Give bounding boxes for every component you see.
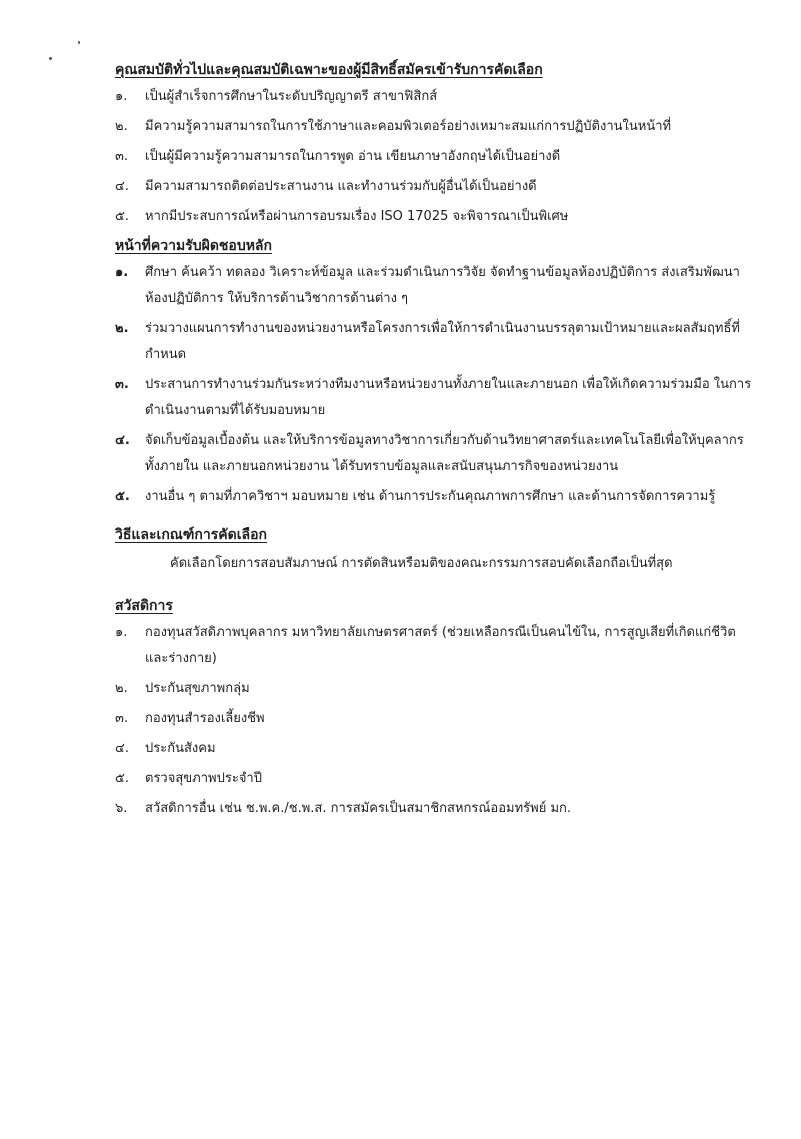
item-number: ๕.	[115, 771, 129, 786]
duties-heading: หน้าที่ความรับผิดชอบหลัก	[115, 238, 272, 254]
item-number: ๔.	[115, 433, 130, 448]
item-text: เป็นผู้มีความรู้ความสามารถในการพูด อ่าน เขียนภาษาอังกฤษได้เป็นอย่างดี	[145, 149, 561, 164]
list-item	[115, 372, 755, 424]
item-text: งานอื่น ๆ ตามที่ภาควิชาฯ มอบหมาย เช่น ด้านการประกันคุณภาพการศึกษา และด้านการจัดการความรู้	[145, 489, 716, 504]
selection-heading: วิธีและเกณฑ์การคัดเลือก	[115, 527, 267, 543]
item-number: ๔.	[115, 179, 129, 194]
scan-speck	[78, 41, 80, 44]
item-number: ๒.	[115, 681, 128, 696]
duties-list	[115, 260, 755, 510]
item-text: มีความรู้ความสามารถในการใช้ภาษาและคอมพิวเตอร์อย่างเหมาะสมแก่การปฏิบัติงานในหน้าที่	[145, 119, 672, 134]
list-item	[115, 316, 755, 368]
item-text: ประสานการทำงานร่วมกันระหว่างทีมงานหรือหน่วยงานทั้งภายในและภายนอก เพื่อให้เกิดความร่วมมือ ในการดำเนินงานตามที่ได้รับมอบหมาย	[145, 377, 752, 418]
selection-section	[115, 525, 755, 577]
item-number: ๒.	[115, 321, 129, 336]
welfare-list	[115, 620, 755, 822]
item-text: สวัสดิการอื่น เช่น ช.พ.ค./ช.พ.ส. การสมัครเป็นสมาชิกสหกรณ์ออมทรัพย์ มก.	[145, 801, 572, 816]
item-number: ๑.	[115, 89, 128, 104]
item-number: ๒.	[115, 119, 128, 134]
item-number: ๕.	[115, 209, 129, 224]
list-item	[115, 174, 755, 200]
item-number: ๔.	[115, 741, 129, 756]
item-number: ๑.	[115, 625, 128, 640]
list-item	[115, 204, 755, 230]
item-number: ๓.	[115, 711, 129, 726]
qualifications-heading: คุณสมบัติทั่วไปและคุณสมบัติเฉพาะของผู้มีสิทธิ์สมัครเข้ารับการคัดเลือก	[115, 62, 543, 78]
list-item	[115, 260, 755, 312]
list-item	[115, 428, 755, 480]
list-item	[115, 114, 755, 140]
list-item	[115, 676, 755, 702]
scan-speck	[49, 57, 52, 60]
list-item	[115, 84, 755, 110]
item-text: ตรวจสุขภาพประจำปี	[145, 771, 262, 786]
duties-section	[115, 236, 755, 510]
item-text: หากมีประสบการณ์หรือผ่านการอบรมเรื่อง ISO 17025 จะพิจารณาเป็นพิเศษ	[145, 209, 569, 224]
item-text: ประกันสุขภาพกลุ่ม	[145, 681, 250, 696]
item-number: ๓.	[115, 149, 129, 164]
selection-text: คัดเลือกโดยการสอบสัมภาษณ์ การตัดสินหรือมติของคณะกรรมการสอบคัดเลือกถือเป็นที่สุด	[170, 556, 673, 571]
item-text: เป็นผู้สำเร็จการศึกษาในระดับปริญญาตรี สาขาฟิสิกส์	[145, 89, 438, 104]
item-number: ๖.	[115, 801, 128, 816]
welfare-section	[115, 596, 755, 822]
item-text: กองทุนสวัสดิภาพบุคลากร มหาวิทยาลัยเกษตรศาสตร์ (ช่วยเหลือกรณีเป็นคนไข้ใน, การสูญเสียที่เกิดแก่ชีวิตและร่างกาย)	[145, 625, 736, 666]
welfare-heading: สวัสดิการ	[115, 598, 173, 614]
item-number: ๑.	[115, 265, 129, 280]
item-number: ๓.	[115, 377, 129, 392]
item-text: ศึกษา ค้นคว้า ทดลอง วิเคราะห์ข้อมูล และร่วมดำเนินการวิจัย จัดทำฐานข้อมูลห้องปฏิบัติการ ส่งเสริมพัฒนาห้องปฏิบัติการ ให้บริการด้านวิชาการด้านต่าง ๆ	[145, 265, 740, 306]
qualifications-list	[115, 84, 755, 230]
qualifications-section	[115, 60, 755, 230]
list-item	[115, 796, 755, 822]
list-item	[115, 144, 755, 170]
item-text: มีความสามารถติดต่อประสานงาน และทำงานร่วมกับผู้อื่นได้เป็นอย่างดี	[145, 179, 537, 194]
list-item	[115, 706, 755, 732]
list-item	[115, 484, 755, 510]
item-text: จัดเก็บข้อมูลเบื้องต้น และให้บริการข้อมูลทางวิชาการเกี่ยวกับด้านวิทยาศาสตร์และเทคโนโลยีเพื่อให้บุคลากรทั้งภายใน และภายนอกหน่วยงาน ได้รับทราบข้อมูลและสนับสนุนภารกิจของหน่วยงาน	[145, 433, 744, 474]
item-text: กองทุนสำรองเลี้ยงชีพ	[145, 711, 265, 726]
list-item	[115, 736, 755, 762]
list-item	[115, 620, 755, 672]
list-item	[115, 766, 755, 792]
item-number: ๕.	[115, 489, 130, 504]
item-text: ประกันสังคม	[145, 741, 216, 756]
item-text: ร่วมวางแผนการทำงานของหน่วยงานหรือโครงการเพื่อให้การดำเนินงานบรรลุตามเป้าหมายและผลสัมฤทธิ์ที่กำหนด	[145, 321, 740, 362]
